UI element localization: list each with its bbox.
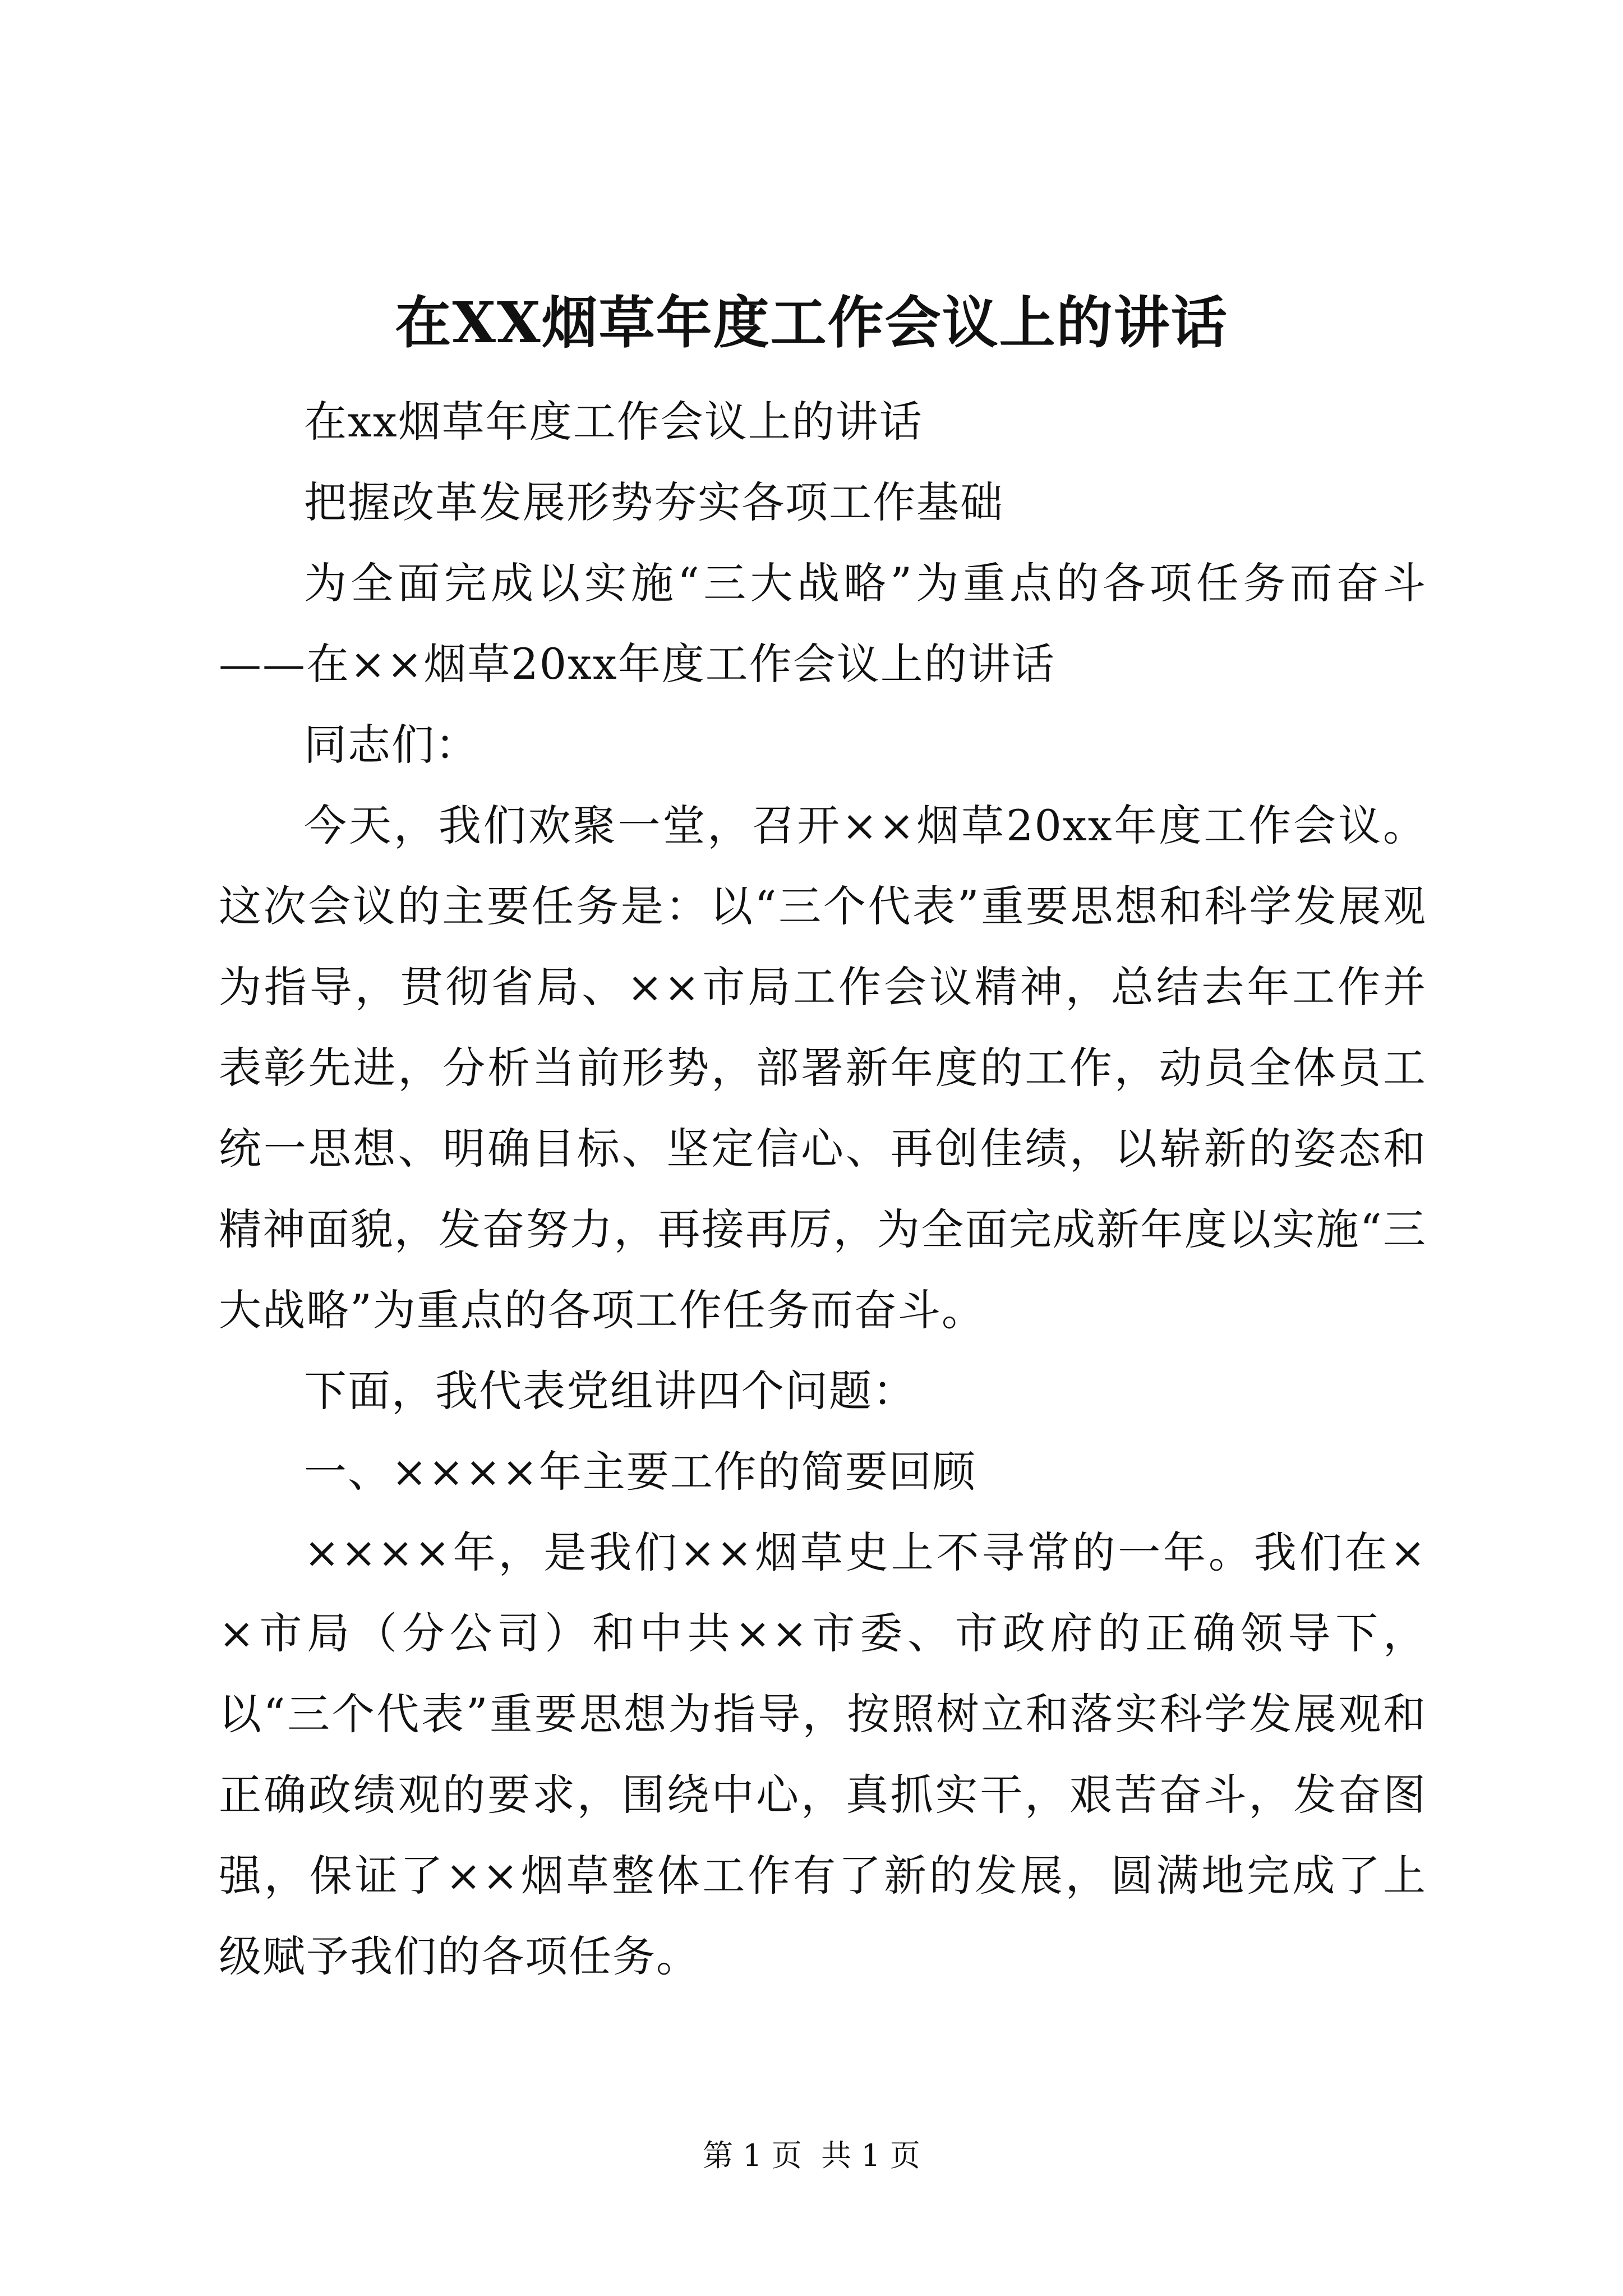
section-heading: 一、××××年主要工作的简要回顾 [304, 1447, 976, 1497]
paragraph: 同志们： [304, 720, 479, 770]
document-title: 在XX烟草年度工作会议上的讲话 [395, 289, 1228, 356]
paragraph: 今天，我们欢聚一堂，召开××烟草20xx年度工作会议。这次会议的主要任务是：以“三个代表”重要思想和科学发展观为指导，贯彻省局、××市局工作会议精神，总结去年工作并表彰先进，分析当前形势，部署新年度的工作，动员全体员工统一思想、明确目标、坚定信心、再创佳绩，以崭新的姿态和精神面貌，发奋努力，再接再厉，为全面完成新年度以实施“三大战略”为重点的各项工作任务而奋斗。 [219, 800, 1427, 1335]
paragraph: 把握改革发展形势夯实各项工作基础 [304, 477, 1004, 527]
page-number: 第 1 页 共 1 页 [703, 2138, 920, 2173]
paragraph: 下面，我代表党组讲四个问题： [304, 1366, 916, 1416]
document-body [219, 381, 1427, 1997]
page-footer [0, 2136, 1623, 2175]
paragraph: ××××年，是我们××烟草史上不寻常的一年。我们在××市局（分公司）和中共××市委、市政府的正确领导下，以“三个代表”重要思想为指导，按照树立和落实科学发展观和正确政绩观的要求，围绕中心，真抓实干，艰苦奋斗，发奋图强，保证了××烟草整体工作有了新的发展，圆满地完成了上级赋予我们的各项任务。 [219, 1527, 1427, 1981]
paragraph: 在xx烟草年度工作会议上的讲话 [304, 397, 923, 447]
paragraph: 为全面完成以实施“三大战略”为重点的各项任务而奋斗——在××烟草20xx年度工作会议上的讲话 [219, 558, 1427, 689]
